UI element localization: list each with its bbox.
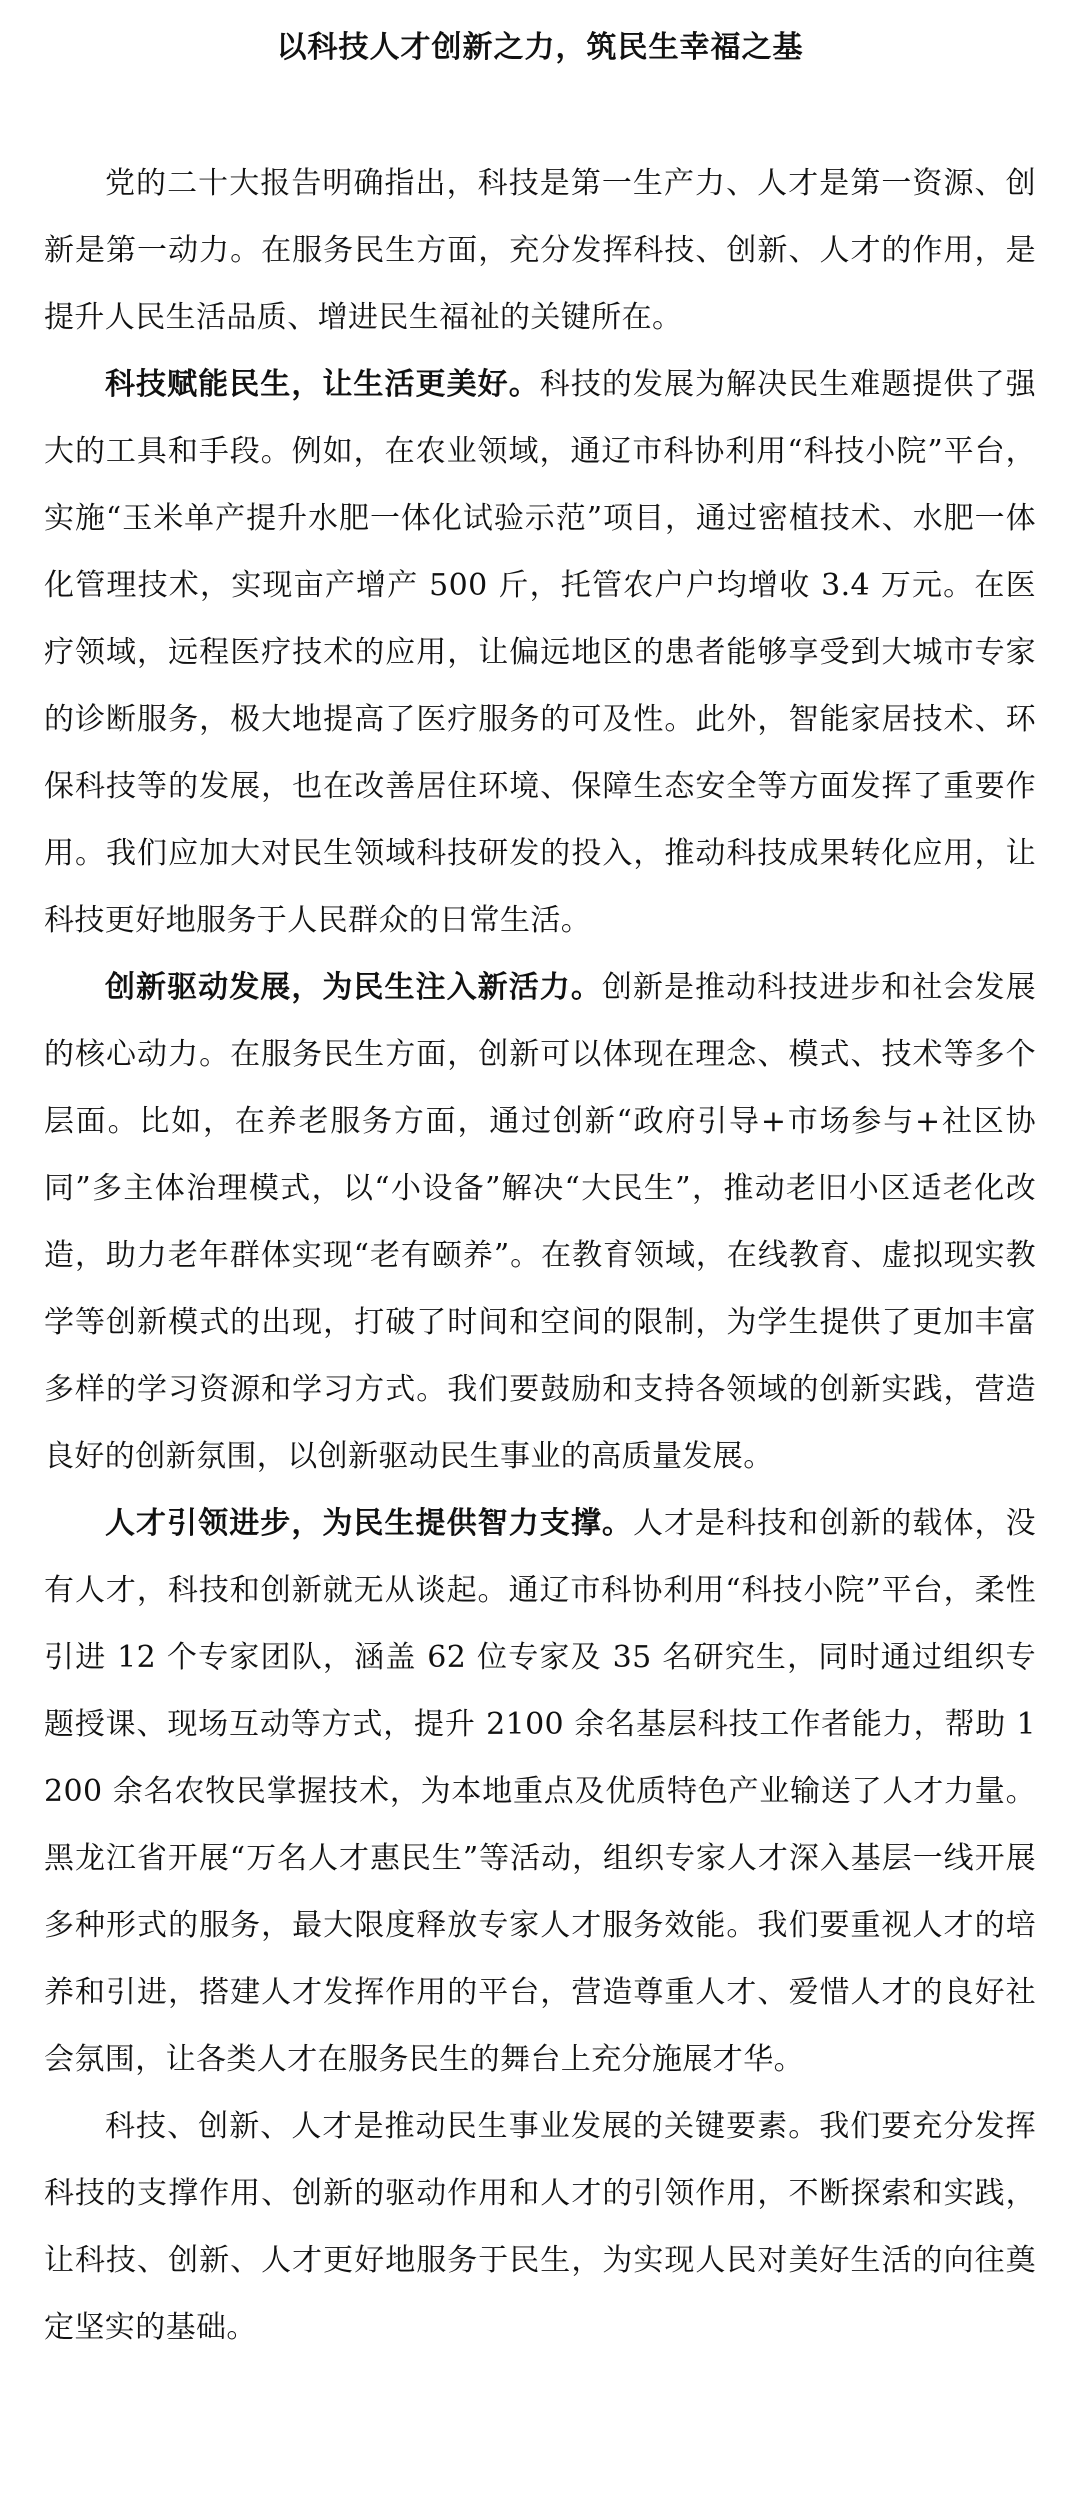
paragraph-intro-text: 党的二十大报告明确指出，科技是第一生产力、人才是第一资源、创新是第一动力。在服务民生方面，充分发挥科技、创新、人才的作用，是提升人民生活品质、增进民生福祉的关键所在。 (44, 166, 1036, 335)
paragraph-innovation-text: 创新是推动科技进步和社会发展的核心动力。在服务民生方面，创新可以体现在理念、模式、技术等多个层面。比如，在养老服务方面，通过创新“政府引导+市场参与+社区协同”多主体治理模式，以“小设备”解决“大民生”，推动老旧小区适老化改造，助力老年群体实现“老有颐养”。在教育领域，在线教育、虚拟现实教学等创新模式的出现，打破了时间和空间的限制，为学生提供了更加丰富多样的学习资源和学习方式。我们要鼓励和支持各领域的创新实践，营造良好的创新氛围，以创新驱动民生事业的高质量发展。 (44, 970, 1036, 1474)
paragraph-talent-lead: 人才引领进步，为民生提供智力支撑。 (105, 1506, 633, 1541)
paragraph-technology-text: 科技的发展为解决民生难题提供了强大的工具和手段。例如，在农业领域，通辽市科协利用“科技小院”平台，实施“玉米单产提升水肥一体化试验示范”项目，通过密植技术、水肥一体化管理技术，实现亩产增产 500 斤，托管农户户均增收 3.4 万元。在医疗领域，远程医疗技术的应用，让偏远地区的患者能够享受到大城市专家的诊断服务，极大地提高了医疗服务的可及性。此外，智能家居技术、环保科技等的发展，也在改善居住环境、保障生态安全等方面发挥了重要作用。我们应加大对民生领域科技研发的投入，推动科技成果转化应用，让科技更好地服务于人民群众的日常生活。 (44, 367, 1036, 938)
paragraph-innovation (44, 954, 1036, 1490)
paragraph-innovation-lead: 创新驱动发展，为民生注入新活力。 (105, 970, 602, 1005)
paragraph-conclusion (44, 2093, 1036, 2361)
paragraph-talent-text: 人才是科技和创新的载体，没有人才，科技和创新就无从谈起。通辽市科协利用“科技小院”平台，柔性引进 12 个专家团队，涵盖 62 位专家及 35 名研究生，同时通过组织专题授课、现场互动等方式，提升 2100 余名基层科技工作者能力，帮助 1200 余名农牧民掌握技术，为本地重点及优质特色产业输送了人才力量。黑龙江省开展“万名人才惠民生”等活动，组织专家人才深入基层一线开展多种形式的服务，最大限度释放专家人才服务效能。我们要重视人才的培养和引进，搭建人才发挥作用的平台，营造尊重人才、爱惜人才的良好社会氛围，让各类人才在服务民生的舞台上充分施展才华。 (44, 1506, 1036, 2077)
paragraph-technology (44, 351, 1036, 954)
paragraph-technology-lead: 科技赋能民生，让生活更美好。 (105, 367, 540, 402)
article-title: 以科技人才创新之力，筑民生幸福之基 (276, 30, 804, 65)
article-body (44, 150, 1036, 2361)
paragraph-talent (44, 1490, 1036, 2093)
paragraph-intro (44, 150, 1036, 351)
paragraph-conclusion-text: 科技、创新、人才是推动民生事业发展的关键要素。我们要充分发挥科技的支撑作用、创新的驱动作用和人才的引领作用，不断探索和实践，让科技、创新、人才更好地服务于民生，为实现人民对美好生活的向往奠定坚实的基础。 (44, 2109, 1036, 2345)
